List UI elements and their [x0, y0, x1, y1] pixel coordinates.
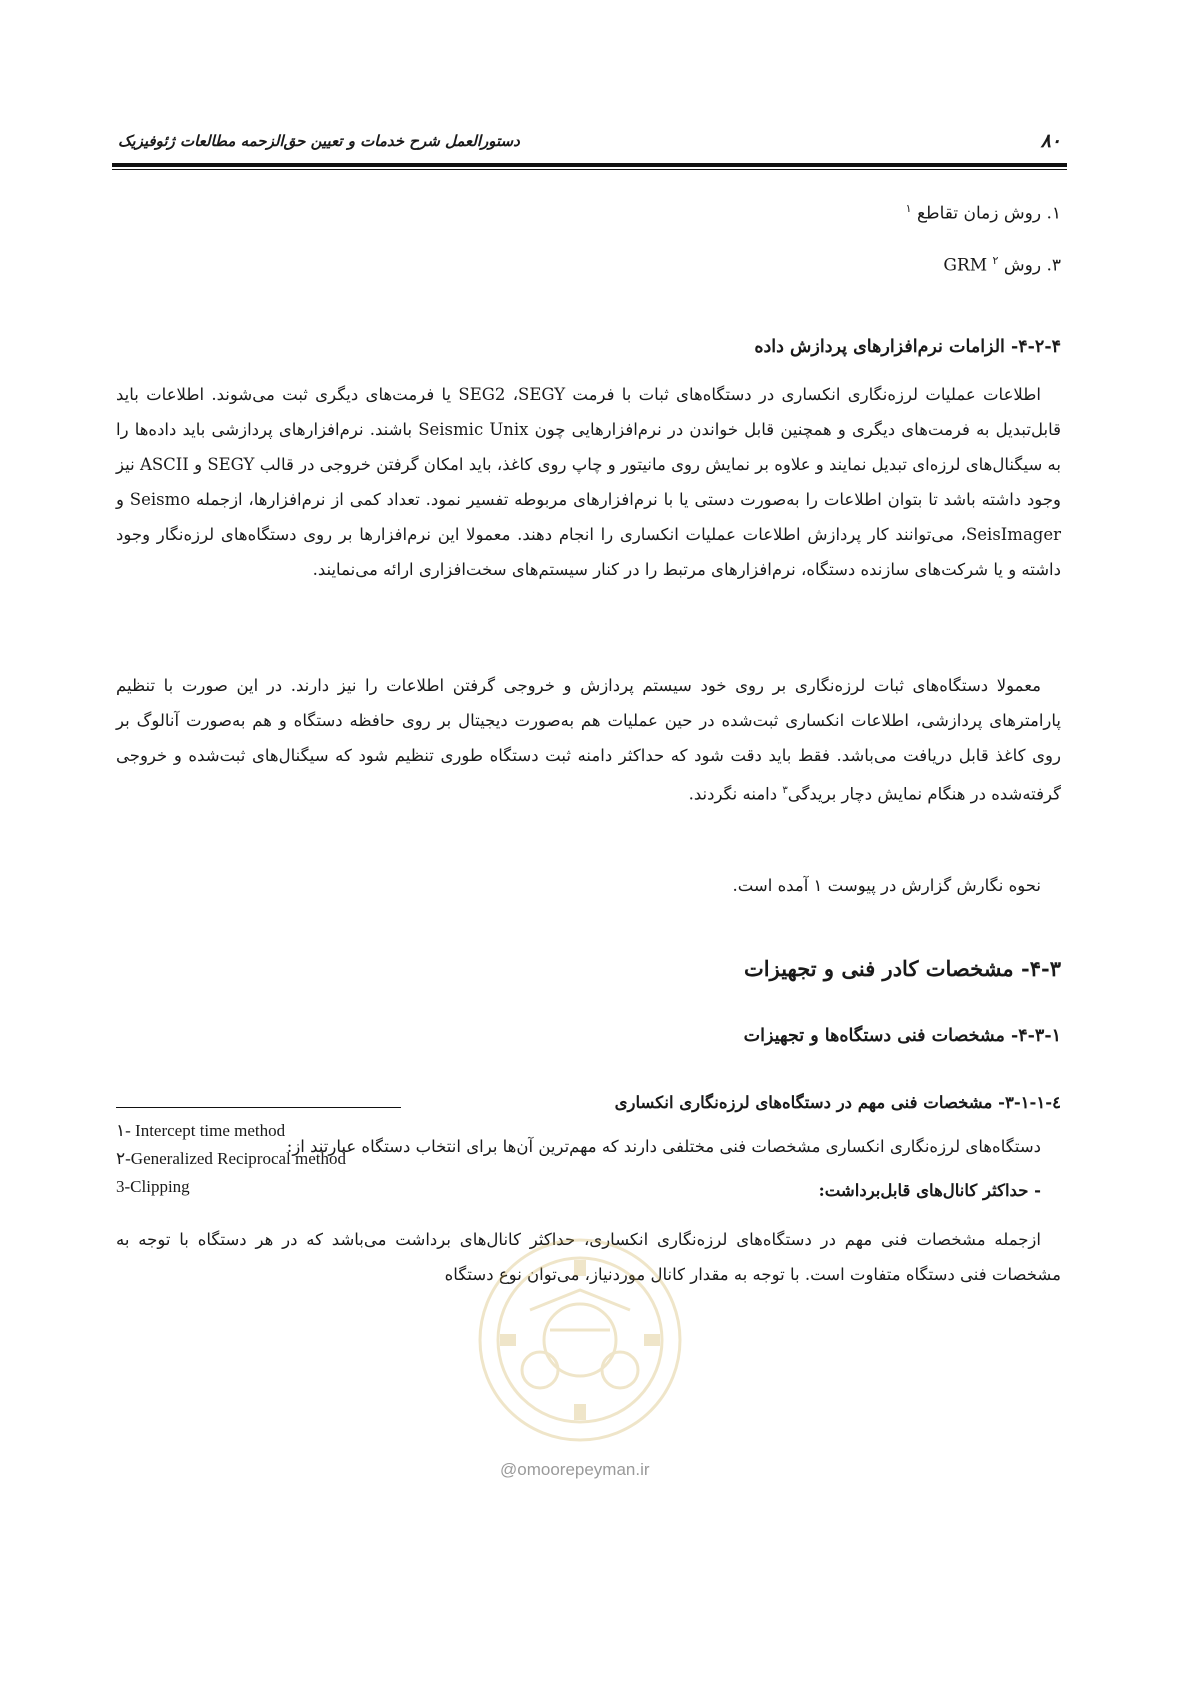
- report-note: نحوه نگارش گزارش در پیوست ۱ آمده است.: [732, 876, 1041, 895]
- header-rule: [112, 163, 1067, 167]
- footnote-ref-3: ۳: [782, 785, 788, 796]
- method-item-1-text: ۱. روش زمان تقاطع: [917, 203, 1061, 224]
- method-item-2: [943, 254, 1061, 276]
- paragraph-recording-systems-tail: دامنه نگردند.: [688, 784, 783, 804]
- method-item-1: [906, 202, 1061, 224]
- section-heading-4-2-4: ۴-۲-۴- الزامات نرم‌افزارهای پردازش داده: [754, 337, 1061, 357]
- footnote-2: ۲-Generalized Reciprocal method: [116, 1149, 347, 1168]
- watermark-text: @omoorepeyman.ir: [500, 1460, 650, 1479]
- footnote-ref-2: ۲: [992, 254, 999, 267]
- method-item-2-text: ۳. روش GRM: [943, 255, 1061, 276]
- footnote-divider: [116, 1107, 401, 1108]
- bullet-max-channels-text: ازجمله مشخصات فنی مهم در دستگاه‌های لرزه‌نگاری انکساری، حداکثر کانال‌های برداشت می‌باشد که در هر دستگاه با توجه به مشخصات فنی دستگاه متفاوت است. با توجه به مقدار کانال موردنیاز، می‌توان نوع دستگاه: [116, 1230, 1061, 1284]
- page-number: ۸۰: [1040, 130, 1061, 152]
- footnote-ref-1: ۱: [905, 202, 912, 215]
- running-head: دستورالعمل شرح خدمات و تعیین حق‌الزحمه مطالعات ژئوفیزیک: [118, 132, 520, 150]
- paragraph-recording-systems: [116, 668, 1061, 812]
- footnotes: [116, 1117, 346, 1201]
- page-header: [118, 128, 1061, 166]
- footnote-3: 3-Clipping: [116, 1177, 190, 1196]
- paragraph-recording-systems-text: معمولا دستگاه‌های ثبات لرزه‌نگاری بر روی خود سیستم پردازش و خروجی گرفتن اطلاعات را نیز دارند. در این صورت با تنظیم پارامترهای پردازشی، اطلاعات انکساری ثبت‌شده در حین عملیات هم به‌صورت دیجیتال بر روی حافظه دستگاه و هم به‌صورت آنالوگ بر روی کاغذ قابل دریافت می‌باشد. فقط باید دقت شود که حداکثر دامنه ثبت دستگاه طوری تنظیم شود که سیگنال‌های ثبت‌شده و خروجی گرفته‌شده در هنگام نمایش دچار بریدگی: [116, 676, 1061, 804]
- section-heading-4-3: ۴-۳- مشخصات کادر فنی و تجهیزات: [744, 956, 1061, 981]
- section-heading-4-3-1: ۴-۳-۱- مشخصات فنی دستگاه‌ها و تجهیزات: [743, 1026, 1061, 1046]
- header-rule-thin: [112, 169, 1067, 170]
- footnote-1: ۱- Intercept time method: [116, 1121, 286, 1140]
- seal-logo-icon: [470, 1220, 690, 1460]
- paragraph-software-requirements: اطلاعات عملیات لرزه‌نگاری انکساری در دستگاه‌های ثبات با فرمت SEG2 ،SEGY یا فرمت‌های دیگری ثبت می‌شوند. اطلاعات باید قابل‌تبدیل به فرمت‌های دیگری و همچنین قابل خواندن در نرم‌افزارهایی چون Seismic Unix باشند. نرم‌افزارهای پردازشی باید داده‌ها را به سیگنال‌های لرزه‌ای تبدیل نمایند و علاوه بر نمایش روی مانیتور و چاپ روی کاغذ، باید امکان گرفتن خروجی در قالب SEGY و ASCII نیز وجود داشته باشد تا بتوان اطلاعات را به‌صورت دستی یا با نرم‌افزارهای مربوطه تفسیر نمود. تعداد کمی از نرم‌افزارها، ازجمله Seismo و SeisImager، می‌توانند کار پردازش اطلاعات عملیات انکساری را انجام دهند. معمولا این نرم‌افزارها بر روی دستگاه‌های لرزه‌نگار وجود داشته و یا شرکت‌های سازنده دستگاه، نرم‌افزارهای مرتبط را در کنار سیستم‌های سخت‌افزاری ارائه می‌نمایند.: [116, 385, 1061, 579]
- equipment-intro: دستگاه‌های لرزه‌نگاری انکساری مشخصات فنی مختلفی دارند که مهم‌ترین آن‌ها برای انتخاب دستگاه عبارتند از:: [286, 1137, 1041, 1156]
- bullet-max-channels-title: - حداکثر کانال‌های قابل‌برداشت:: [818, 1181, 1041, 1200]
- section-heading-4-3-1-1: ٤-۳-۱-۱- مشخصات فنی مهم در دستگاه‌های لرزه‌نگاری انکساری: [614, 1093, 1061, 1112]
